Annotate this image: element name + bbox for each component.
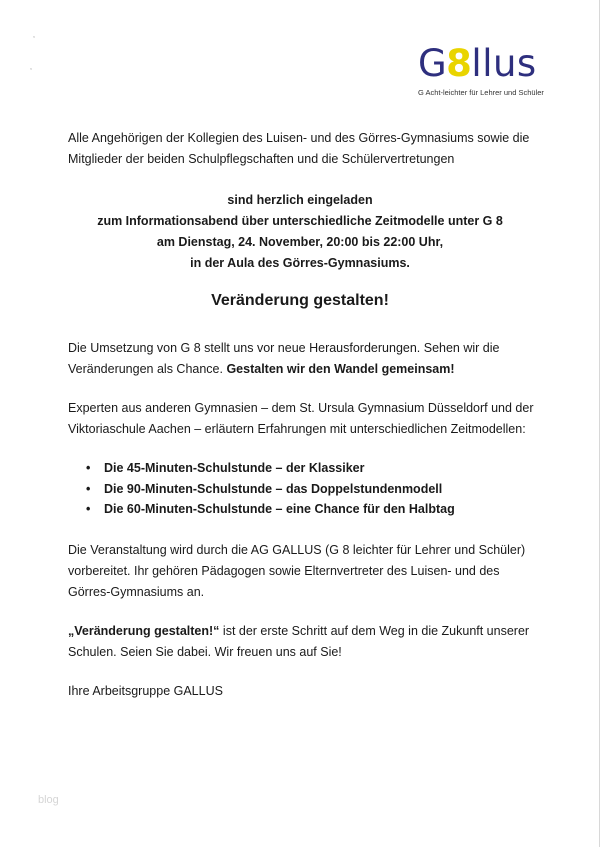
list-item: • Die 90-Minuten-Schulstunde – das Doppelstundenmodell xyxy=(86,479,455,500)
paragraph-line xyxy=(68,359,538,380)
paragraph-organizer xyxy=(68,540,538,603)
invite-line: zum Informationsabend über unterschiedliche Zeitmodelle unter G 8 xyxy=(97,214,503,228)
time-model-list xyxy=(86,458,455,520)
paragraph-challenge xyxy=(68,338,538,380)
paragraph-line: vorbereitet. Ihr gehören Pädagogen sowie Elternvertreter des Luisen- und des xyxy=(68,564,500,578)
intro-line: Alle Angehörigen der Kollegien des Luisen- und des Görres-Gymnasiums sowie die xyxy=(68,131,530,145)
paragraph-line: Görres-Gymnasiums an. xyxy=(68,585,205,599)
paragraph-line: Viktoriaschule Aachen – erläutern Erfahrungen mit unterschiedlichen Zeitmodellen: xyxy=(68,422,526,436)
invite-line: sind herzlich eingeladen xyxy=(227,193,373,207)
emphasis-text: Gestalten wir den Wandel gemeinsam! xyxy=(226,362,455,376)
margin-mark: , xyxy=(30,64,32,71)
paragraph-line: Die Umsetzung von G 8 stellt uns vor neue Herausforderungen. Sehen wir die xyxy=(68,341,500,355)
gallus-logo xyxy=(418,42,568,97)
paragraph-experts xyxy=(68,398,538,440)
intro-line: Mitglieder der beiden Schulpflegschaften und die Schülervertretungen xyxy=(68,152,455,166)
watermark: blog xyxy=(38,794,59,806)
emphasis-text: „Veränderung gestalten!“ xyxy=(68,624,220,638)
paragraph-closing xyxy=(68,621,538,663)
section-heading: Veränderung gestalten! xyxy=(211,292,389,309)
intro-paragraph xyxy=(68,128,538,170)
list-item: • Die 60-Minuten-Schulstunde – eine Chance für den Halbtag xyxy=(86,499,455,520)
paragraph-line: Die Veranstaltung wird durch die AG GALLUS (G 8 leichter für Lehrer und Schüler) xyxy=(68,543,526,557)
paragraph-line xyxy=(68,621,538,642)
logo-letters-llus: llus xyxy=(471,42,537,85)
logo-wordmark xyxy=(418,42,568,86)
invite-line: in der Aula des Görres-Gymnasiums. xyxy=(190,256,410,270)
signature: Ihre Arbeitsgruppe GALLUS xyxy=(68,684,223,698)
logo-eight: 8 xyxy=(446,42,473,85)
margin-mark: , xyxy=(33,32,35,39)
paragraph-text: Veränderungen als Chance. xyxy=(68,362,227,376)
logo-letter-g: G xyxy=(418,42,448,85)
invitation-block xyxy=(60,190,540,274)
list-item: • Die 45-Minuten-Schulstunde – der Klassiker xyxy=(86,458,455,479)
logo-tagline: G Acht-leichter für Lehrer und Schüler xyxy=(418,88,544,97)
paragraph-text: ist der erste Schritt auf dem Weg in die Zukunft unserer xyxy=(219,624,530,638)
invite-line: am Dienstag, 24. November, 20:00 bis 22:00 Uhr, xyxy=(156,235,444,249)
paragraph-line: Experten aus anderen Gymnasien – dem St. Ursula Gymnasium Düsseldorf und der xyxy=(68,401,534,415)
paragraph-line: Schulen. Seien Sie dabei. Wir freuen uns auf Sie! xyxy=(68,645,342,659)
